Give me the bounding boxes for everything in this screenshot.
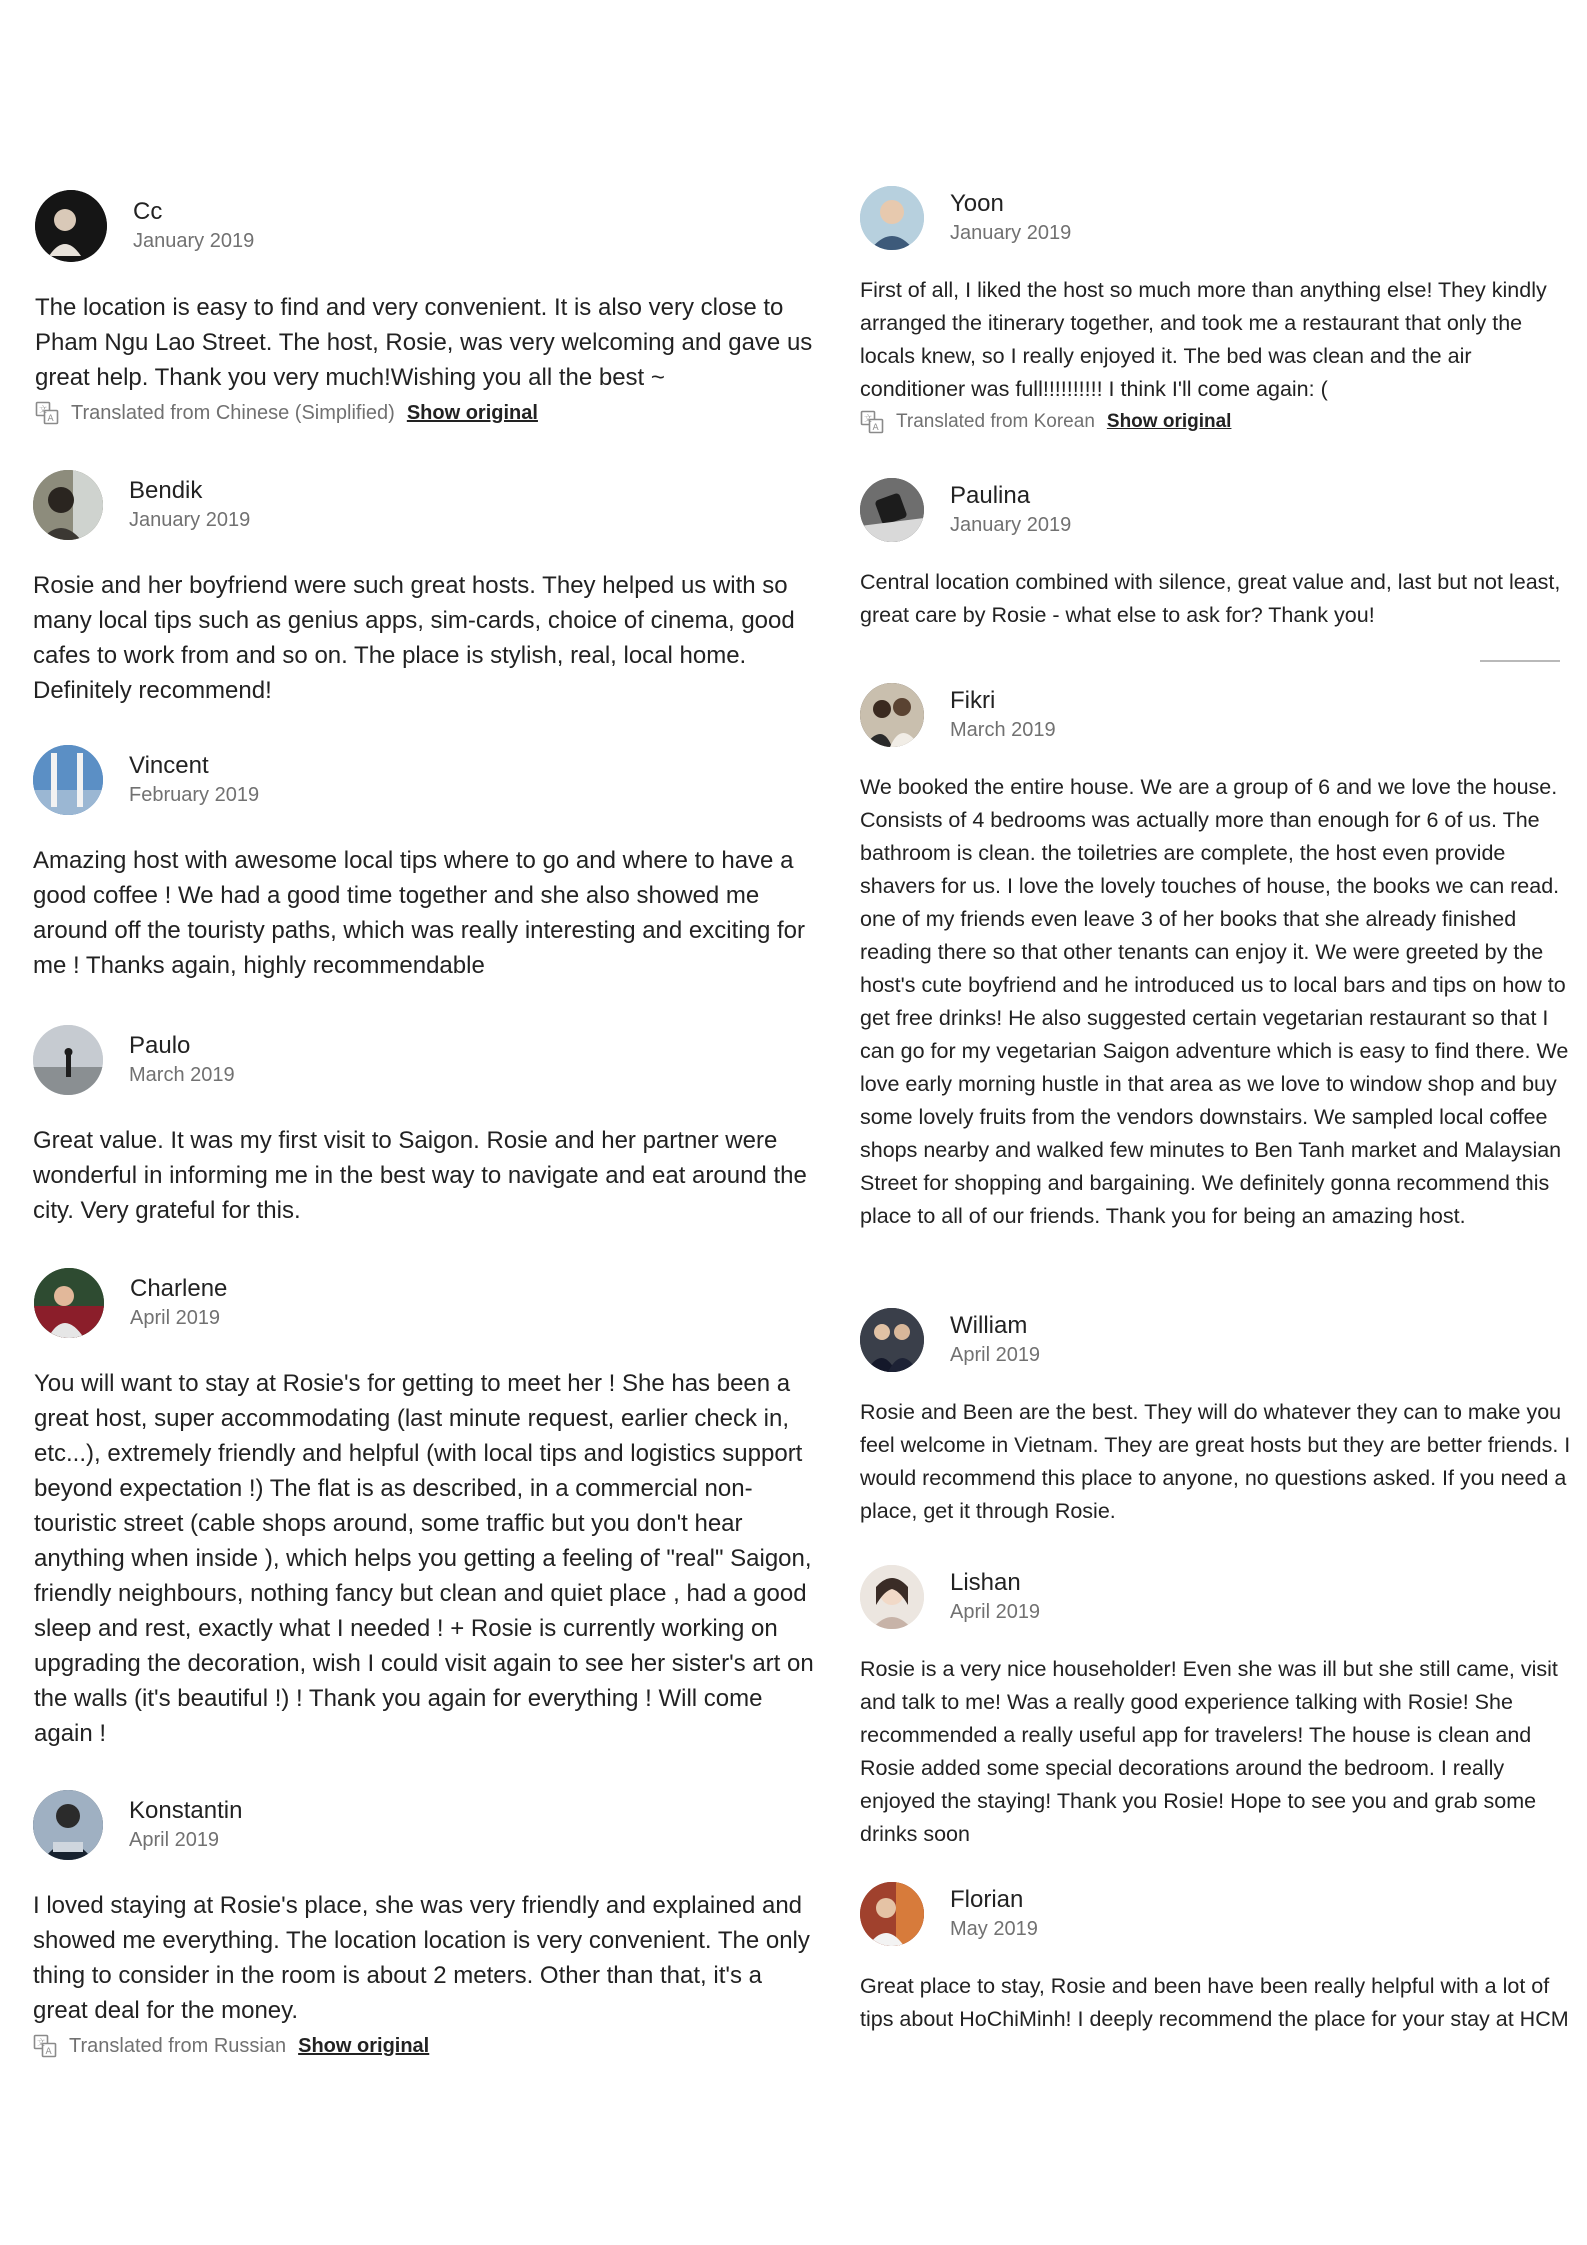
- review-card: [34, 1268, 824, 1751]
- avatar[interactable]: [860, 1308, 924, 1372]
- reviewer-name[interactable]: Konstantin: [129, 1796, 243, 1824]
- review-text: Rosie and her boyfriend were such great hosts. They helped us with so many local tips such as genius apps, sim-cards, choice of cinema, good cafes to work from and so on. The place is stylish, real, local home. Definitely recommend!: [33, 572, 795, 704]
- review-date: April 2019: [950, 1601, 1041, 1624]
- avatar[interactable]: [860, 1882, 924, 1946]
- review-date: January 2019: [129, 509, 251, 532]
- translate-icon: [33, 2034, 57, 2058]
- avatar[interactable]: [860, 478, 924, 542]
- review-header: [860, 186, 1572, 250]
- reviewer-name[interactable]: Lishan: [950, 1568, 1021, 1596]
- review-date: March 2019: [950, 719, 1056, 742]
- reviewer-name[interactable]: Paulo: [129, 1031, 191, 1059]
- review-header: [33, 470, 823, 540]
- avatar[interactable]: [860, 186, 924, 250]
- reviewer-name[interactable]: Vincent: [129, 751, 209, 779]
- review-date: January 2019: [950, 222, 1072, 245]
- svg-text:A: A: [47, 414, 54, 424]
- reviewer-name[interactable]: Florian: [950, 1885, 1024, 1913]
- svg-text:文: 文: [39, 405, 47, 414]
- review-date: January 2019: [950, 514, 1072, 537]
- review-header: [860, 1565, 1572, 1629]
- show-original-link[interactable]: Show original: [298, 2034, 430, 2057]
- profile-photo-icon: [860, 1308, 924, 1372]
- profile-photo-icon: [34, 1268, 104, 1338]
- review-text: We booked the entire house. We are a group of 6 and we love the house. Consists of 4 bedrooms was actually more than enough for 6 of us. The bathroom is clean. the toiletries are complete, the host even provide shavers for us. I love the lovely touches of house, the books we can read. one of my friends even leave 3 of her books that she already finished reading there so that other tenants can enjoy it. We were greeted by the host's cute boyfriend and he introduced us to local bars and tips on how to get free drinks! He also suggested certain vegetarian restaurant so that I can go for my vegetarian Saigon adventure which is easy to find there. We love early morning hustle in that area as we love to window shop and buy some lovely fruits from the vendors downstairs. We sampled local coffee shops nearby and walked few minutes to Ben Tanh market and Malaysian Street for shopping and bargaining. We definitely gonna recommend this place to all of our friends. Thank you for being an amazing host.: [860, 775, 1569, 1228]
- review-card: [35, 190, 825, 425]
- review-date: February 2019: [129, 784, 260, 807]
- avatar[interactable]: [33, 470, 103, 540]
- review-text: First of all, I liked the host so much more than anything else! They kindly arranged the itinerary together, and took me a restaurant that only the locals knew, so I really enjoyed it. The bed was clean and the air conditioner was full!!!!!!!!!! I think I'll come again: (: [860, 278, 1547, 401]
- review-header: [860, 1308, 1572, 1372]
- avatar[interactable]: [860, 1565, 924, 1629]
- review-card: [860, 1565, 1572, 1851]
- svg-text:文: 文: [37, 2038, 45, 2047]
- review-card: [860, 683, 1572, 1233]
- translated-from-label: Translated from Russian: [69, 2034, 287, 2057]
- profile-photo-icon: [33, 470, 103, 540]
- translation-note: [33, 2034, 823, 2058]
- review-header: [33, 1790, 823, 1860]
- review-card: [860, 186, 1572, 434]
- review-date: April 2019: [950, 1344, 1041, 1367]
- translate-icon: [35, 401, 59, 425]
- show-original-link[interactable]: Show original: [1106, 411, 1232, 432]
- review-date: March 2019: [129, 1064, 235, 1087]
- translation-note: [860, 410, 1572, 434]
- reviewer-name[interactable]: Bendik: [129, 476, 203, 504]
- profile-photo-icon: [860, 683, 924, 747]
- review-header: [35, 190, 825, 262]
- review-card: [33, 1025, 823, 1228]
- translated-from-label: Translated from Chinese (Simplified): [71, 401, 395, 424]
- review-header: [860, 1882, 1572, 1946]
- reviewer-name[interactable]: Yoon: [950, 189, 1004, 217]
- avatar[interactable]: [33, 745, 103, 815]
- review-header: [33, 745, 823, 815]
- review-card: [860, 478, 1572, 632]
- review-header: [860, 478, 1572, 542]
- review-text: Great place to stay, Rosie and been have been really helpful with a lot of tips about HoChiMinh! I deeply recommend the place for your stay at HCM: [860, 1974, 1569, 2031]
- profile-photo-icon: [33, 1790, 103, 1860]
- avatar[interactable]: [34, 1268, 104, 1338]
- svg-text:A: A: [45, 2047, 52, 2057]
- review-text: You will want to stay at Rosie's for getting to meet her ! She has been a great host, super accommodating (last minute request, earlier check in, etc...), extremely friendly and helpful (with local tips and logistics support beyond expectation !) The flat is as described, in a commercial non-touristic street (cable shops around, some traffic but you don't hear anything when inside ), which helps you getting a feeling of "real" Saigon, friendly neighbours, nothing fancy but clean and quiet place , had a good sleep and rest, exactly what I needed ! + Rosie is currently working on upgrading the decoration, wish I could visit again to see her sister's art on the walls (it's beautiful !) ! Thank you again for everything ! Will come again !: [34, 1370, 814, 1747]
- divider: [1480, 660, 1560, 662]
- show-original-link[interactable]: Show original: [406, 401, 538, 424]
- review-card: [33, 745, 823, 983]
- review-card: [33, 1790, 823, 2058]
- reviewer-name[interactable]: Cc: [133, 197, 163, 225]
- reviewer-name[interactable]: Fikri: [950, 686, 996, 714]
- avatar[interactable]: [35, 190, 107, 262]
- profile-photo-icon: [35, 190, 107, 262]
- review-date: May 2019: [950, 1918, 1038, 1941]
- review-date: April 2019: [129, 1829, 220, 1852]
- review-header: [33, 1025, 823, 1095]
- review-text: I loved staying at Rosie's place, she was very friendly and explained and showed me everything. The location location is very convenient. The only thing to consider in the room is about 2 meters. Other than that, it's a great deal for the money.: [33, 1892, 810, 2024]
- review-text: Great value. It was my first visit to Saigon. Rosie and her partner were wonderful in informing me in the best way to navigate and eat around the city. Very grateful for this.: [33, 1127, 807, 1224]
- translation-note: [35, 401, 825, 425]
- review-text: Rosie is a very nice householder! Even she was ill but she still came, visit and talk to me! Was a really good experience talking with Rosie! She recommended a really useful app for travelers! The house is clean and Rosie added some special decorations around the bedroom. I really enjoyed the staying! Thank you Rosie! Hope to see you and grab some drinks soon: [860, 1657, 1558, 1846]
- translate-icon: [860, 410, 884, 434]
- avatar[interactable]: [860, 683, 924, 747]
- svg-text:文: 文: [864, 414, 872, 423]
- review-text: Central location combined with silence, great value and, last but not least, great care by Rosie - what else to ask for? Thank you!: [860, 570, 1561, 627]
- review-header: [34, 1268, 824, 1338]
- profile-photo-icon: [33, 1025, 103, 1095]
- profile-photo-icon: [860, 186, 924, 250]
- review-card: [33, 470, 823, 708]
- reviewer-name[interactable]: Charlene: [130, 1274, 228, 1302]
- profile-photo-icon: [860, 1565, 924, 1629]
- avatar[interactable]: [33, 1025, 103, 1095]
- reviewer-name[interactable]: Paulina: [950, 481, 1031, 509]
- profile-photo-icon: [860, 478, 924, 542]
- review-text: Rosie and Been are the best. They will do whatever they can to make you feel welcome in Vietnam. They are great hosts but they are better friends. I would recommend this place to anyone, no questions asked. If you need a place, get it through Rosie.: [860, 1400, 1571, 1523]
- review-header: [860, 683, 1572, 747]
- reviewer-name[interactable]: William: [950, 1311, 1028, 1339]
- avatar[interactable]: [33, 1790, 103, 1860]
- svg-text:A: A: [872, 423, 879, 433]
- review-card: [860, 1882, 1572, 2036]
- review-text: Amazing host with awesome local tips where to go and where to have a good coffee ! We had a good time together and she also showed me around off the touristy paths, which was really interesting and exciting for me ! Thanks again, highly recommendable: [33, 847, 805, 979]
- profile-photo-icon: [33, 745, 103, 815]
- review-card: [860, 1308, 1572, 1528]
- translated-from-label: Translated from Korean: [896, 411, 1095, 432]
- review-date: January 2019: [133, 230, 255, 253]
- profile-photo-icon: [860, 1882, 924, 1946]
- review-text: The location is easy to find and very convenient. It is also very close to Pham Ngu Lao Street. The host, Rosie, was very welcoming and gave us great help. Thank you very much!Wishing you all the best ~: [35, 294, 813, 391]
- review-date: April 2019: [130, 1307, 221, 1330]
